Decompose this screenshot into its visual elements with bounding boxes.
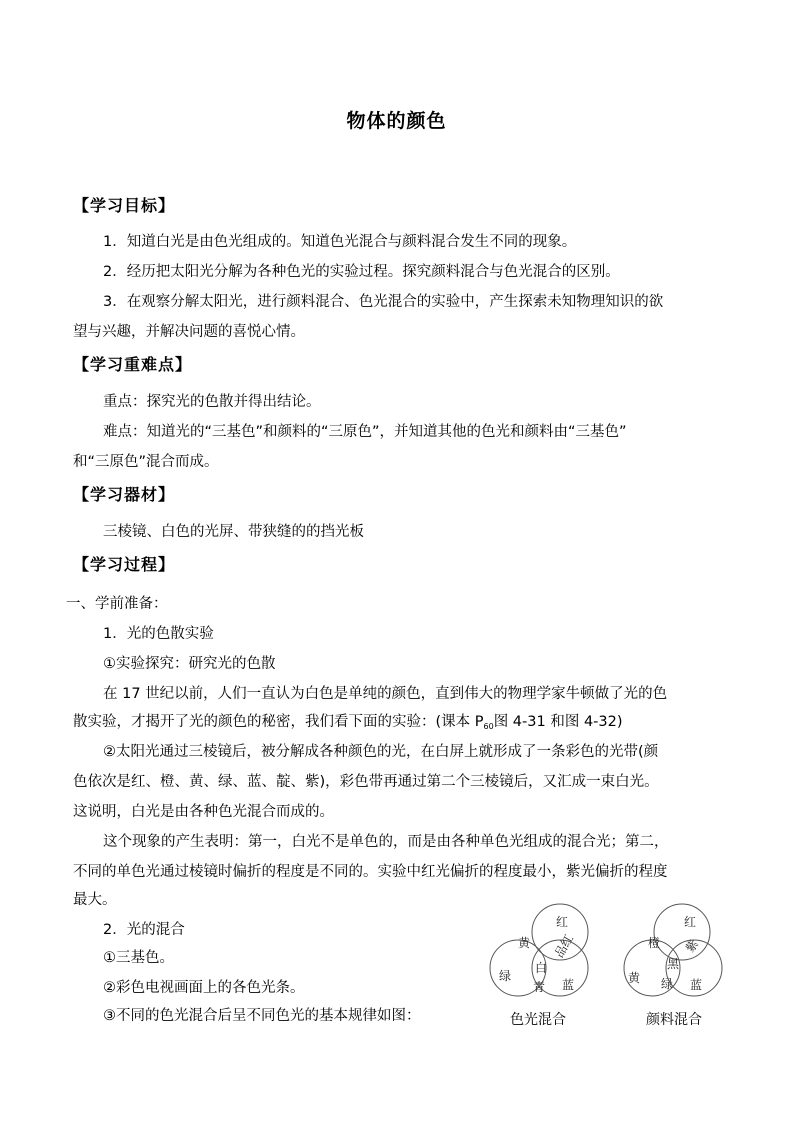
materials-list: 三棱镜、白色的光屏、带狭缝的的挡光板 bbox=[103, 524, 364, 540]
tv-color-bars: ②彩色电视画面上的各色光条。 bbox=[103, 980, 305, 996]
pigment-circle-top bbox=[654, 904, 710, 960]
key-point: 重点：探究光的色散并得出结论。 bbox=[103, 394, 321, 410]
pigment-label-blue: 蓝 bbox=[689, 978, 703, 992]
pigment-label-orange: 橙 bbox=[647, 936, 661, 950]
prism-line-3: 这说明，白光是由各种色光混合而成的。 bbox=[73, 804, 334, 820]
section-heading-key-points: 【学习重难点】 bbox=[73, 355, 193, 374]
section-heading-goals: 【学习目标】 bbox=[73, 196, 176, 215]
light-label-magenta: 品红 bbox=[551, 932, 577, 960]
prism-line-2: 色依次是红、橙、黄、绿、蓝、靛、紫)，彩色带再通过第二个三棱镜后，又汇成一束白光。 bbox=[73, 774, 659, 790]
goal-2: 2．经历把太阳光分解为各种色光的实验过程。探究颜料混合与色光混合的区别。 bbox=[103, 264, 620, 280]
light-label-blue: 蓝 bbox=[561, 978, 575, 992]
conclusion-line-1: 这个现象的产生表明：第一，白光不是单色的，而是由各种单色光组成的混合光；第二， bbox=[103, 834, 669, 850]
history-line-1: 在 17 世纪以前，人们一直认为白色是单纯的颜色，直到伟大的物理学家牛顿做了光的色 bbox=[103, 686, 668, 702]
goal-3-line-2: 望与兴趣，并解决问题的喜悦心情。 bbox=[73, 324, 305, 340]
difficult-point-line-1: 难点：知道光的“三基色”和颜料的“三原色”，并知道其他的色光和颜料由“三基色” bbox=[103, 424, 627, 440]
process-part-1-heading: 一、学前准备： bbox=[66, 596, 168, 612]
conclusion-line-3: 最大。 bbox=[73, 892, 117, 908]
light-label-white: 白 bbox=[534, 961, 548, 975]
pigment-label-purple: 紫 bbox=[682, 937, 702, 955]
pigment-label-red: 红 bbox=[683, 915, 697, 929]
section-heading-materials: 【学习器材】 bbox=[73, 485, 176, 504]
section-heading-process: 【学习过程】 bbox=[73, 555, 176, 574]
pigment-label-yellow: 黄 bbox=[627, 971, 641, 985]
pigment-mixing-diagram bbox=[614, 900, 734, 1032]
pigment-label-black: 黑 bbox=[666, 957, 680, 971]
light-label-green: 绿 bbox=[498, 969, 512, 983]
light-label-yellow: 黄 bbox=[517, 936, 531, 950]
light-label-red: 红 bbox=[555, 915, 569, 929]
history-line-2: 散实验，才揭开了光的颜色的秘密，我们看下面的实验：(课本 $P_{60}$图 4-31 和图 4-32) bbox=[73, 714, 623, 731]
difficult-point-line-2: 和“三原色”混合而成。 bbox=[73, 454, 219, 470]
prism-line-1: ②太阳光通过三棱镜后，被分解成各种颜色的光，在白屏上就形成了一条彩色的光带(颜 bbox=[103, 744, 659, 760]
conclusion-line-2: 不同的单色光通过棱镜时偏折的程度是不同的。实验中红光偏折的程度最小，紫光偏折的程度 bbox=[73, 864, 668, 880]
three-primary-colors: ①三基色。 bbox=[103, 950, 174, 966]
dispersion-heading: 1．光的色散实验 bbox=[103, 626, 214, 642]
experiment-inquiry: ①实验探究：研究光的色散 bbox=[103, 656, 276, 672]
light-label-cyan: 青 bbox=[532, 980, 546, 994]
goal-1: 1．知道白光是由色光组成的。知道色光混合与颜料混合发生不同的现象。 bbox=[103, 234, 577, 250]
mixing-rule: ③不同的色光混合后呈不同色光的基本规律如图： bbox=[103, 1008, 421, 1024]
pigment-label-green: 绿 bbox=[660, 977, 674, 991]
light-mixing-diagram bbox=[480, 900, 600, 1032]
goal-3-line-1: 3．在观察分解太阳光，进行颜料混合、色光混合的实验中，产生探索未知物理知识的欲 bbox=[103, 294, 664, 310]
page-title: 物体的颜色 bbox=[346, 110, 447, 132]
mixing-heading: 2．光的混合 bbox=[103, 922, 185, 938]
light-mixing-caption: 色光混合 bbox=[510, 1012, 566, 1028]
pigment-mixing-caption: 颜料混合 bbox=[646, 1012, 702, 1028]
